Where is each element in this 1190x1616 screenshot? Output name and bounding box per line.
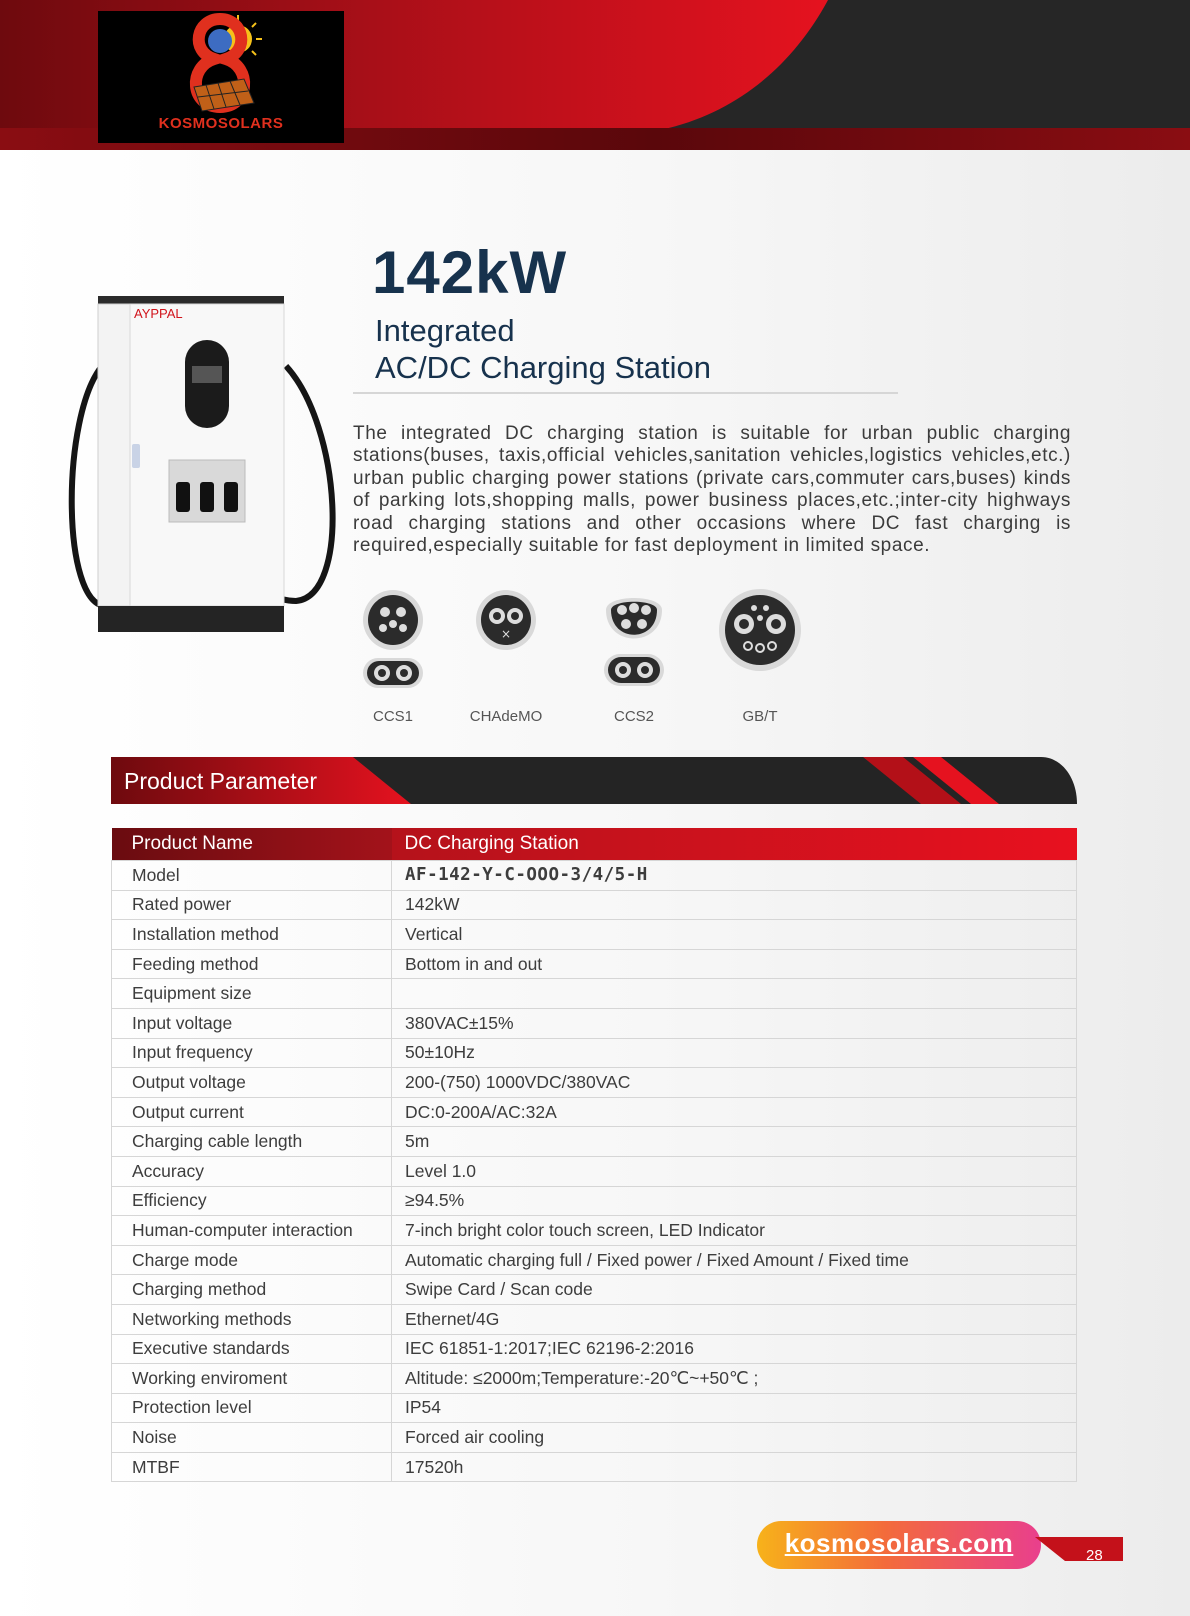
param-name: Executive standards [112, 1334, 392, 1364]
charging-station-image [66, 296, 356, 650]
table-header-row [112, 828, 1077, 861]
ccs2-connector-icon [602, 588, 666, 688]
param-value: Swipe Card / Scan code [392, 1275, 1077, 1305]
param-name: Working enviroment [112, 1364, 392, 1394]
section-title: Product Parameter [124, 768, 318, 794]
table-row [112, 1156, 1077, 1186]
product-brand: AYPPAL [134, 306, 183, 321]
svg-text:×: × [501, 627, 512, 641]
param-name: Efficiency [112, 1186, 392, 1216]
table-row [112, 1423, 1077, 1453]
param-value: AF-142-Y-C-OOO-3/4/5-H [392, 861, 1077, 891]
param-value: Automatic charging full / Fixed power / Fixed Amount / Fixed time [392, 1245, 1077, 1275]
param-value [392, 979, 1077, 1009]
table-row [112, 1364, 1077, 1394]
table-row [112, 1068, 1077, 1098]
table-row [112, 979, 1077, 1009]
param-value: IEC 61851-1:2017;IEC 62196-2:2016 [392, 1334, 1077, 1364]
param-name: MTBF [112, 1452, 392, 1482]
param-name: Model [112, 861, 392, 891]
param-value: IP54 [392, 1393, 1077, 1423]
param-value: Altitude: ≤2000m;Temperature:-20℃~+50℃ ; [392, 1364, 1077, 1394]
param-value: 380VAC±15% [392, 1008, 1077, 1038]
table-row [112, 1038, 1077, 1068]
product-description: The integrated DC charging station is suitable for urban public charging stations(buses, taxis,official vehicles,sanitation vehicles,logistics vehicles,etc.) urban public charging power stations (private cars,commuter cars,buses) kinds of parking lots,shopping malls, power business places,etc.;inter-city highways road charging stations and other occasions where DC fast charging is required,especially suitable for fast deployment in limited space. [353, 423, 1071, 557]
param-value: 142kW [392, 890, 1077, 920]
table-row [112, 1304, 1077, 1334]
param-name: Output voltage [112, 1068, 392, 1098]
section-header-bar [111, 757, 1077, 804]
parameter-table [111, 828, 1077, 1482]
param-value: DC:0-200A/AC:32A [392, 1097, 1077, 1127]
logo-text: KOSMOSOLARS [158, 115, 284, 132]
connector-label-gbt: GB/T [742, 708, 778, 725]
table-row [112, 1008, 1077, 1038]
param-value: Level 1.0 [392, 1156, 1077, 1186]
page-number-tab [1035, 1537, 1123, 1561]
param-value: Bottom in and out [392, 949, 1077, 979]
table-header-key: Product Name [112, 828, 392, 861]
table-row [112, 1334, 1077, 1364]
param-value: 5m [392, 1127, 1077, 1157]
table-row [112, 920, 1077, 950]
param-name: Installation method [112, 920, 392, 950]
table-row [112, 1097, 1077, 1127]
table-row [112, 1452, 1077, 1482]
table-row [112, 1393, 1077, 1423]
table-header-value: DC Charging Station [392, 828, 1077, 861]
connector-label-chademo: CHAdeMO [469, 708, 543, 725]
website-link[interactable]: kosmosolars.com [784, 1528, 1014, 1558]
title-divider [353, 392, 898, 394]
param-name: Human-computer interaction [112, 1216, 392, 1246]
param-value: Forced air cooling [392, 1423, 1077, 1453]
subtitle-line-1: Integrated [375, 313, 515, 348]
page-subtitle [375, 312, 711, 386]
param-name: Charge mode [112, 1245, 392, 1275]
param-name: Noise [112, 1423, 392, 1453]
param-name: Output current [112, 1097, 392, 1127]
logo [98, 11, 344, 143]
param-name: Accuracy [112, 1156, 392, 1186]
connector-label-ccs2: CCS2 [613, 708, 654, 725]
table-row [112, 1245, 1077, 1275]
param-name: Equipment size [112, 979, 392, 1009]
website-badge[interactable] [757, 1521, 1041, 1569]
param-name: Protection level [112, 1393, 392, 1423]
param-value: 50±10Hz [392, 1038, 1077, 1068]
table-row [112, 890, 1077, 920]
param-name: Rated power [112, 890, 392, 920]
param-name: Charging method [112, 1275, 392, 1305]
subtitle-line-2: AC/DC Charging Station [375, 350, 711, 385]
page-number: 28 [1086, 1547, 1103, 1564]
param-value: 17520h [392, 1452, 1077, 1482]
param-name: Input voltage [112, 1008, 392, 1038]
gbt-connector-icon [716, 588, 804, 674]
param-name: Networking methods [112, 1304, 392, 1334]
table-row [112, 949, 1077, 979]
page-title: 142kW [372, 239, 568, 306]
connector-label-ccs1: CCS1 [372, 708, 413, 725]
param-value: 200-(750) 1000VDC/380VAC [392, 1068, 1077, 1098]
chademo-connector-icon [474, 588, 538, 652]
param-name: Feeding method [112, 949, 392, 979]
table-row [112, 1275, 1077, 1305]
header-banner [0, 0, 1190, 150]
param-value: Vertical [392, 920, 1077, 950]
param-name: Charging cable length [112, 1127, 392, 1157]
table-row [112, 1216, 1077, 1246]
param-name: Input frequency [112, 1038, 392, 1068]
table-row [112, 1186, 1077, 1216]
table-row [112, 1127, 1077, 1157]
ccs1-connector-icon [361, 588, 425, 688]
param-value: 7-inch bright color touch screen, LED Indicator [392, 1216, 1077, 1246]
table-row [112, 861, 1077, 891]
param-value: Ethernet/4G [392, 1304, 1077, 1334]
param-value: ≥94.5% [392, 1186, 1077, 1216]
